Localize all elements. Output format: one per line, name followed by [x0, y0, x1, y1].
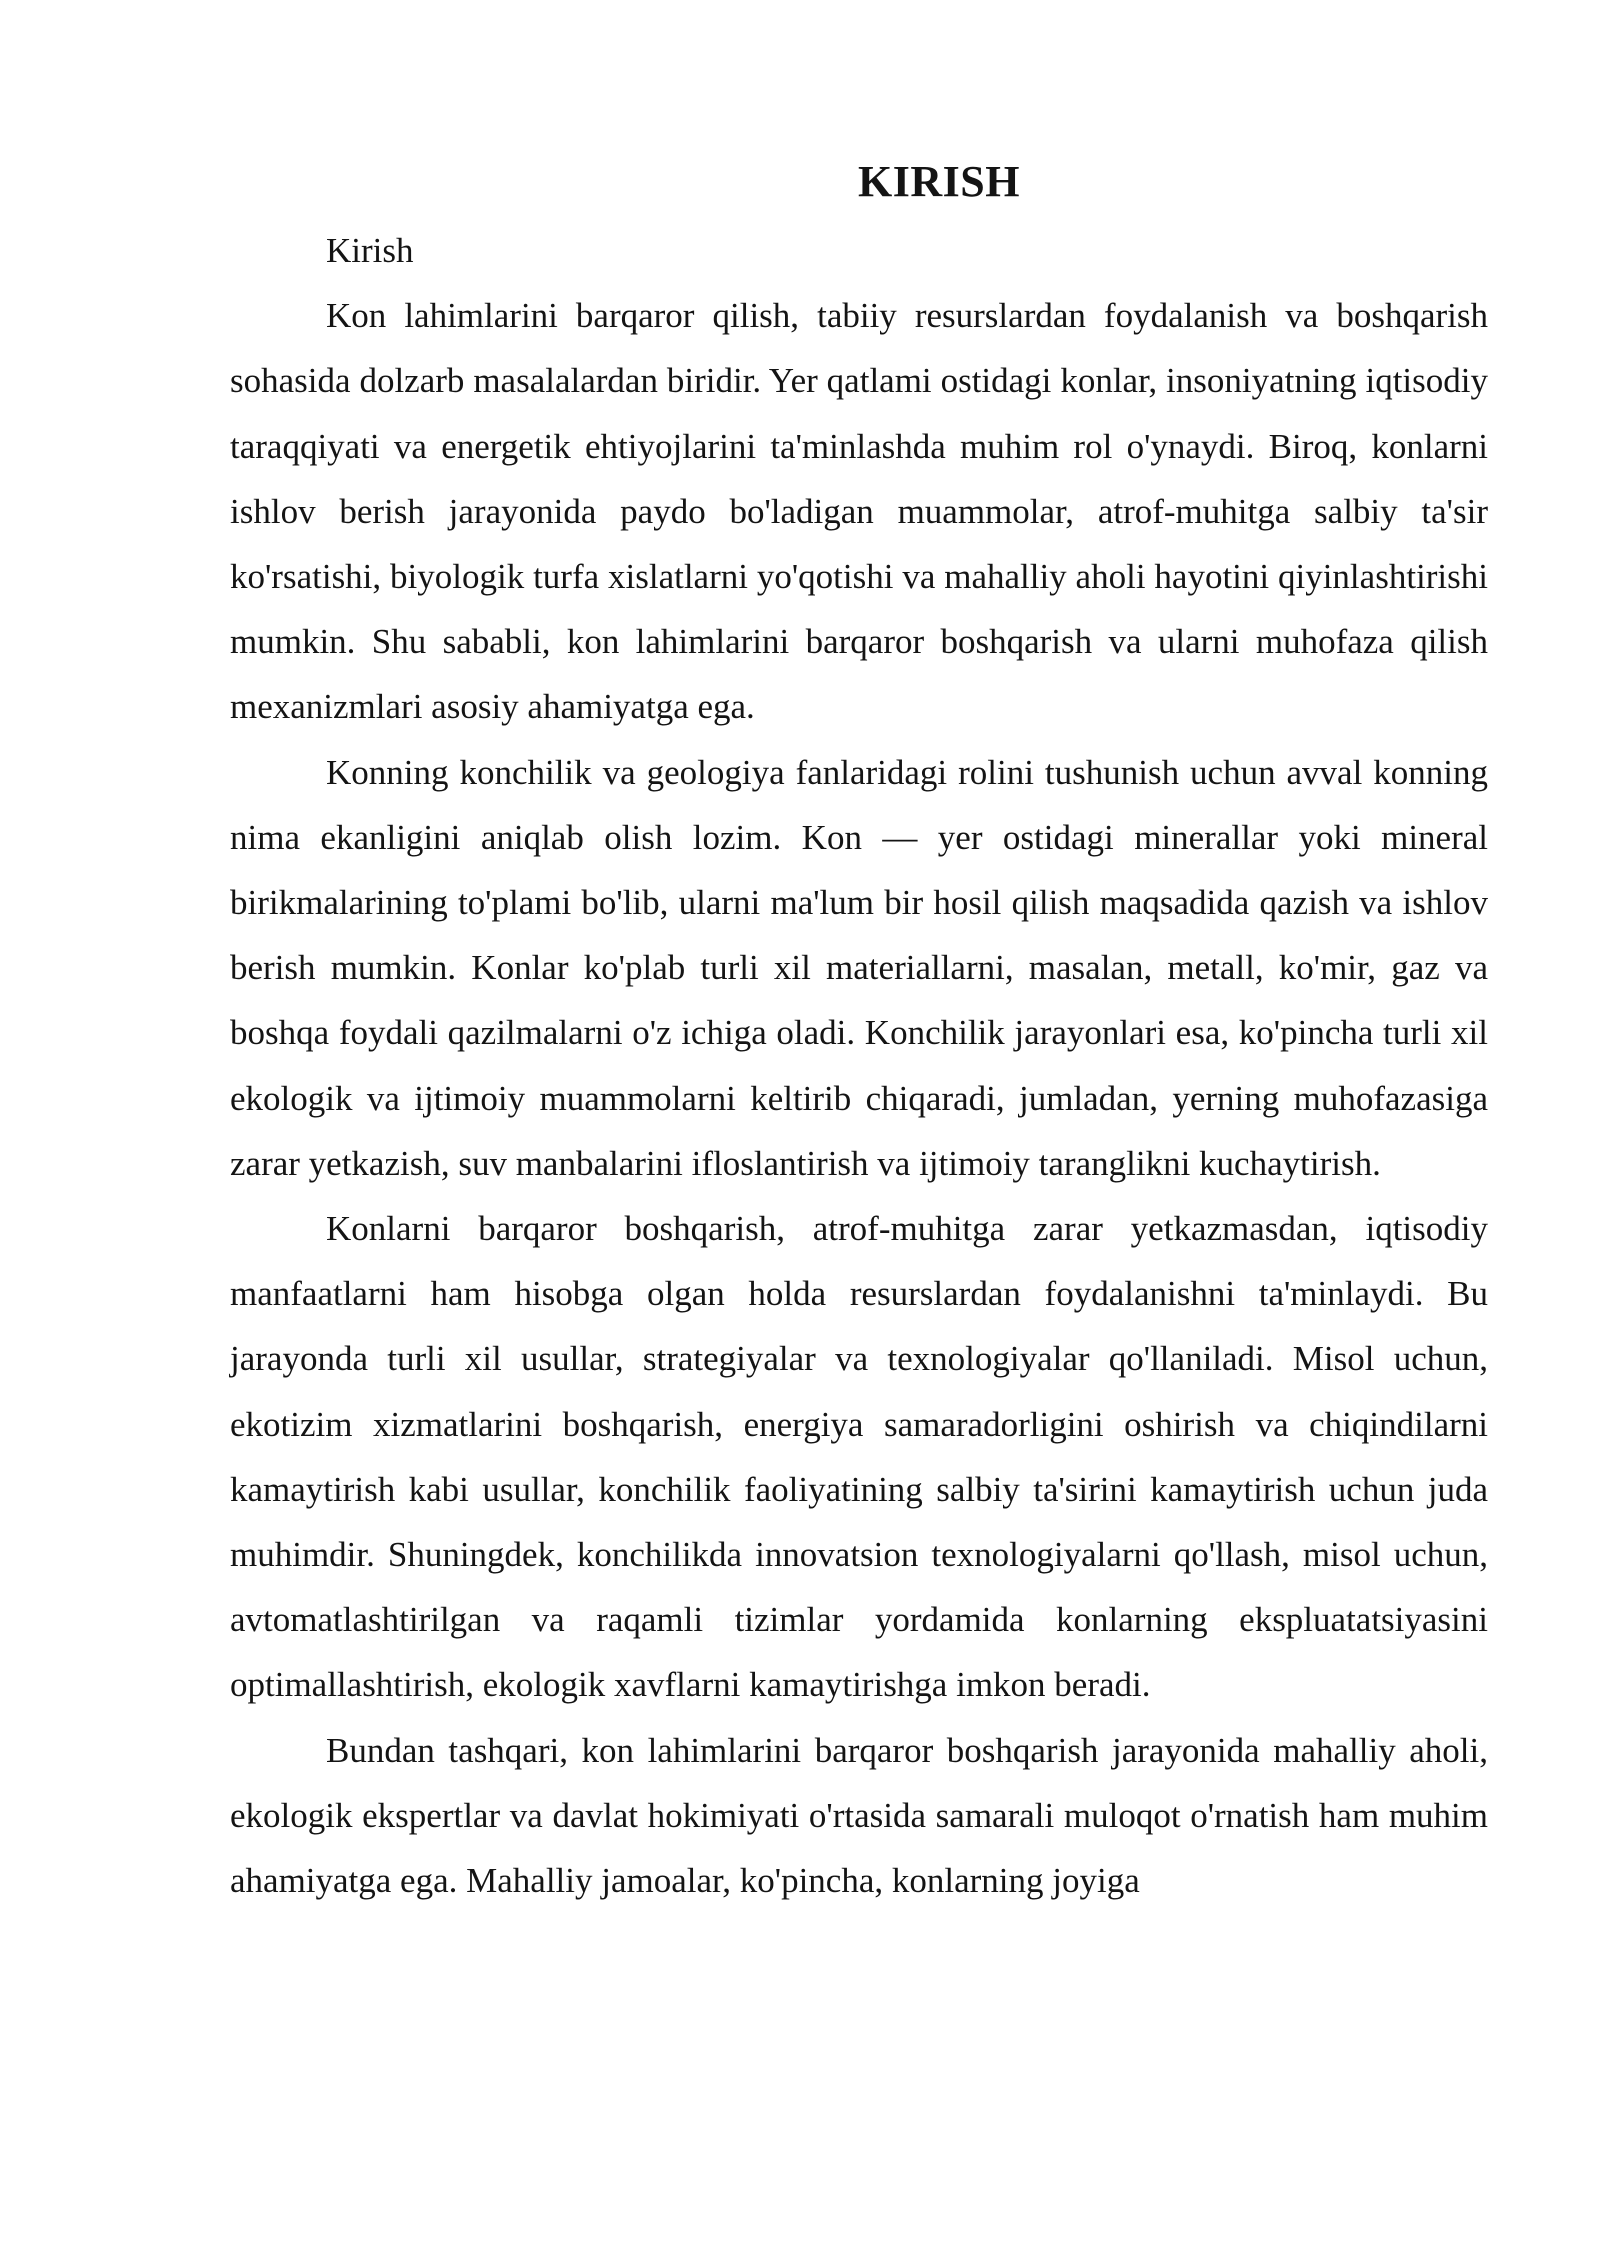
paragraph-4: Bundan tashqari, kon lahimlarini barqaror boshqarish jarayonida mahalliy aholi, ekologik ekspertlar va davlat hokimiyati o'rtasida samarali muloqot o'rnatish ham muhim ahamiyatga ega. Mahalliy jamoalar, ko'pincha, konlarning joyiga	[230, 1730, 1488, 1901]
section-subheading: Kirish	[326, 231, 414, 270]
paragraph-3: Konlarni barqaror boshqarish, atrof-muhitga zarar yetkazmasdan, iqtisodiy manfaatlarni ham hisobga olgan holda resurslardan foydalanishni ta'minlaydi. Bu jarayonda turli xil usullar, strategiyalar va texnologiyalar qo'llaniladi. Misol uchun, ekotizim xizmatlarini boshqarish, energiya samaradorligini oshirish va chiqindilarni kamaytirish kabi usullar, konchilik faoliyatining salbiy ta'sirini kamaytirish uchun juda muhimdir. Shuningdek, konchilikda innovatsion texnologiyalarni qo'llash, misol uchun, avtomatlashtirilgan va raqamli tizimlar yordamida konlarning ekspluatatsiyasini optimallashtirish, ekologik xavflarni kamaytirishga imkon beradi.	[230, 1209, 1488, 1705]
page-title: KIRISH	[858, 157, 1020, 206]
paragraph-1: Kon lahimlarini barqaror qilish, tabiiy resurslardan foydalanish va boshqarish sohasida dolzarb masalalardan biridir. Yer qatlami ostidagi konlar, insoniyatning iqtisodiy taraqqiyati va energetik ehtiyojlarini ta'minlashda muhim rol o'ynaydi. Biroq, konlarni ishlov berish jarayonida paydo bo'ladigan muammolar, atrof-muhitga salbiy ta'sir ko'rsatishi, biyologik turfa xislatlarni yo'qotishi va mahalliy aholi hayotini qiyinlashtirishi mumkin. Shu sababli, kon lahimlarini barqaror boshqarish va ularni muhofaza qilish mexanizmlari asosiy ahamiyatga ega.	[230, 296, 1488, 727]
document-body	[230, 150, 1488, 1913]
paragraph-2: Konning konchilik va geologiya fanlaridagi rolini tushunish uchun avval konning nima ekanligini aniqlab olish lozim. Kon — yer ostidagi minerallar yoki mineral birikmalarining to'plami bo'lib, ularni ma'lum bir hosil qilish maqsadida qazish va ishlov berish mumkin. Konlar ko'plab turli xil materiallarni, masalan, metall, ko'mir, gaz va boshqa foydali qazilmalarni o'z ichiga oladi. Konchilik jarayonlari esa, ko'pincha turli xil ekologik va ijtimoiy muammolarni keltirib chiqaradi, jumladan, yerning muhofazasiga zarar yetkazish, suv manbalarini ifloslantirish va ijtimoiy taranglikni kuchaytirish.	[230, 752, 1488, 1183]
